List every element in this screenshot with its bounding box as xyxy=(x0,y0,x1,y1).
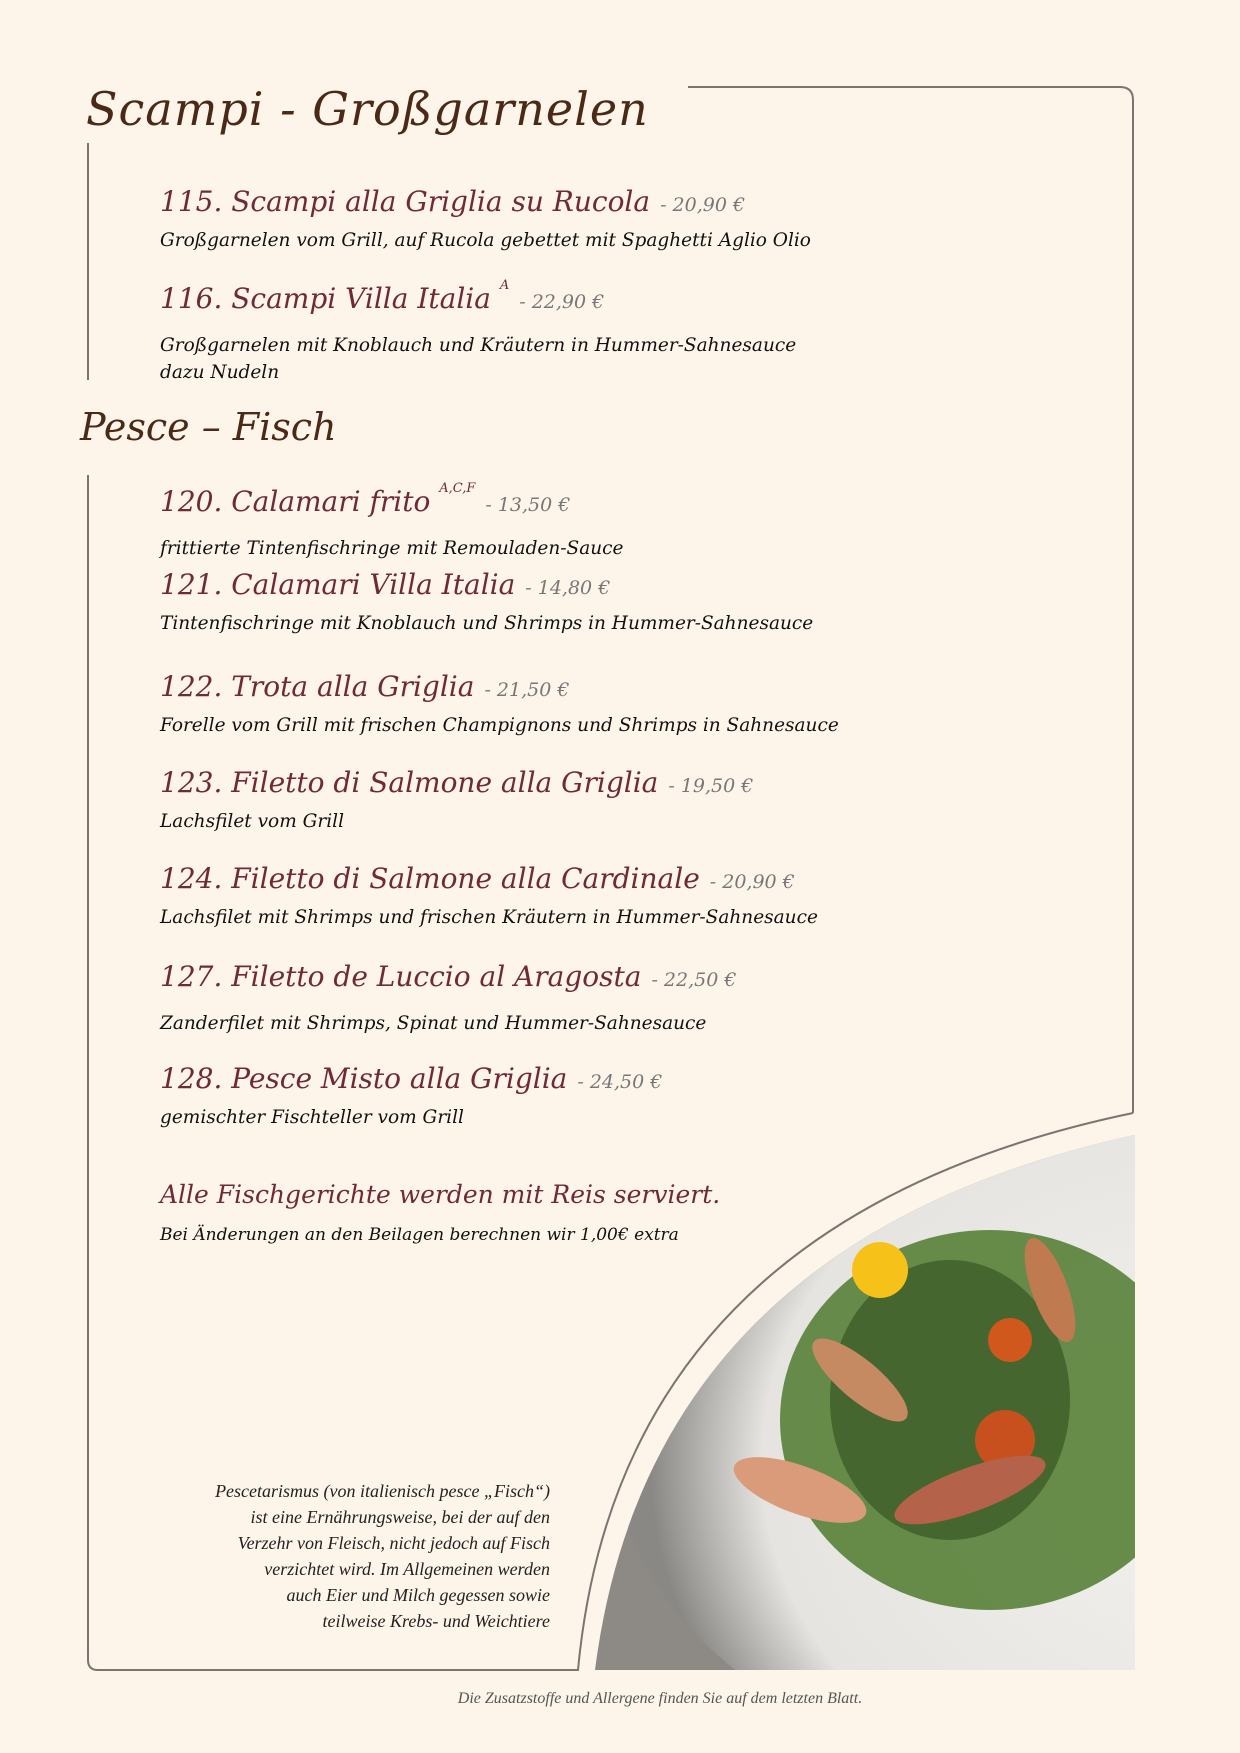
info-line: Verzehr von Fleisch, nicht jedoch auf Fisch xyxy=(237,1533,550,1553)
dish-price: - 20,90 € xyxy=(709,871,795,893)
pescetarian-info xyxy=(130,1478,550,1634)
dish-description: frittierte Tintenfischringe mit Remouladen-Sauce xyxy=(160,538,624,559)
dish-name: 123. Filetto di Salmone alla Griglia xyxy=(160,766,659,799)
dish-name: 122. Trota alla Griglia xyxy=(160,670,475,703)
dish-title xyxy=(160,766,753,799)
dish-price: - 24,50 € xyxy=(577,1071,663,1093)
dish-description: Großgarnelen vom Grill, auf Rucola gebettet mit Spaghetti Aglio Olio xyxy=(160,230,811,251)
dish-title xyxy=(160,862,795,895)
dish-description: Großgarnelen mit Knoblauch und Kräutern in Hummer-Sahnesauce xyxy=(160,335,797,356)
footer-note: Die Zusatzstoffe und Allergene finden Sie auf dem letzten Blatt. xyxy=(457,1690,863,1707)
dish-name: 120. Calamari frito xyxy=(160,485,431,518)
dish-name: 127. Filetto de Luccio al Aragosta xyxy=(160,960,642,993)
dish-name: 121. Calamari Villa Italia xyxy=(160,568,516,601)
dish-price: - 13,50 € xyxy=(485,494,571,516)
dish-name: 116. Scampi Villa Italia xyxy=(160,282,491,315)
dish-name: 128. Pesce Misto alla Griglia xyxy=(160,1062,568,1095)
dish-price: - 14,80 € xyxy=(525,577,611,599)
dish-description: Lachsfilet vom Grill xyxy=(160,811,344,832)
info-line: verzichtet wird. Im Allgemeinen werden xyxy=(264,1559,550,1579)
dish-description: gemischter Fischteller vom Grill xyxy=(160,1107,464,1128)
dish-description: Forelle vom Grill mit frischen Champignons und Shrimps in Sahnesauce xyxy=(160,715,839,736)
rice-note: Alle Fischgerichte werden mit Reis serviert. xyxy=(160,1180,721,1209)
dish-description: dazu Nudeln xyxy=(160,362,280,383)
dish-title xyxy=(160,185,745,218)
dish-title xyxy=(160,481,571,518)
dish-name: 124. Filetto di Salmone alla Cardinale xyxy=(160,862,700,895)
section-title: Scampi - Großgarnelen xyxy=(86,82,649,136)
dish-price: - 20,90 € xyxy=(660,194,746,216)
dish-title xyxy=(160,278,605,315)
dish-description: Zanderfilet mit Shrimps, Spinat und Hummer-Sahnesauce xyxy=(160,1013,707,1034)
dish-price: - 22,50 € xyxy=(651,969,737,991)
extra-charge-note: Bei Änderungen an den Beilagen berechnen wir 1,00€ extra xyxy=(160,1225,679,1245)
info-line: auch Eier und Milch gegessen sowie xyxy=(286,1585,550,1605)
dish-name: 115. Scampi alla Griglia su Rucola xyxy=(160,185,651,218)
info-line: teilweise Krebs- und Weichtiere xyxy=(322,1611,550,1631)
dish-title xyxy=(160,568,610,601)
dish-title xyxy=(160,670,569,703)
dish-title xyxy=(160,1062,662,1095)
allergen-codes: A,C,F xyxy=(439,481,476,496)
section-title: Pesce – Fisch xyxy=(80,405,337,449)
dish-title xyxy=(160,960,736,993)
info-line: ist eine Ernährungsweise, bei der auf den xyxy=(250,1507,550,1527)
dish-price: - 21,50 € xyxy=(484,679,570,701)
info-line: Pescetarismus (von italienisch pesce „Fisch“) xyxy=(215,1481,550,1501)
dish-description: Lachsfilet mit Shrimps und frischen Kräutern in Hummer-Sahnesauce xyxy=(160,907,818,928)
dish-price: - 19,50 € xyxy=(668,775,754,797)
dish-price: - 22,90 € xyxy=(519,291,605,313)
dish-description: Tintenfischringe mit Knoblauch und Shrimps in Hummer-Sahnesauce xyxy=(160,613,814,634)
allergen-codes: A xyxy=(499,278,510,293)
